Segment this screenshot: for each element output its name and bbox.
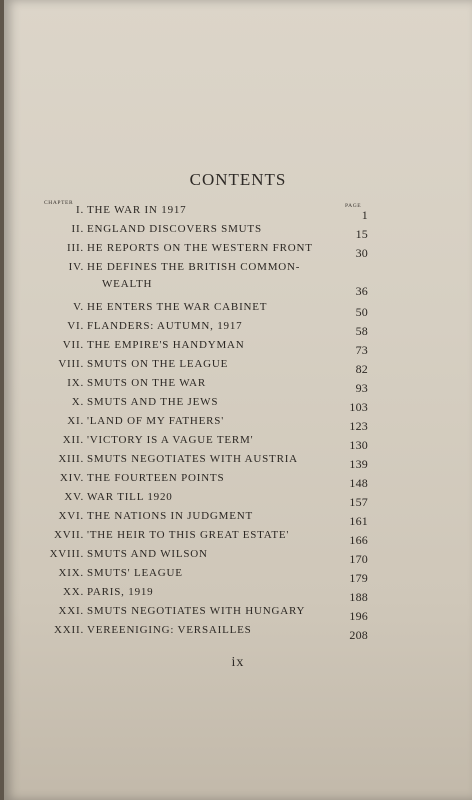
chapter-number: XV. [64,491,84,503]
chapter-number: XIV. [59,472,84,484]
page-number: 170 [349,552,368,566]
table-of-contents [4,204,472,643]
chapter-number: V. [73,301,84,313]
toc-entry [4,223,472,242]
chapter-number: XXII. [54,624,84,636]
chapter-number: II. [71,223,84,235]
chapter-title-continuation: WEALTH [102,278,153,290]
chapter-title: SMUTS AND WILSON [87,548,208,560]
chapter-title: HE ENTERS THE WAR CABINET [87,301,268,313]
toc-entry [4,567,472,586]
page-number: 148 [349,476,368,490]
toc-entry [4,301,472,320]
chapter-title: 'VICTORY IS A VAGUE TERM' [87,434,254,446]
chapter-number: XIX. [58,567,84,579]
chapter-title: SMUTS' LEAGUE [87,567,183,579]
page-number: 179 [349,571,368,585]
chapter-number: XXI. [58,605,84,617]
chapter-title: SMUTS NEGOTIATES WITH AUSTRIA [87,453,298,465]
page-number: 15 [355,227,368,241]
chapter-number: VIII. [58,358,84,370]
chapter-number: XIII. [58,453,84,465]
chapter-number: III. [67,242,84,254]
chapter-title: HE DEFINES THE BRITISH COMMON- [87,261,301,273]
page-number: 196 [349,609,368,623]
page-number: 139 [349,457,368,471]
toc-entry [4,491,472,510]
toc-entry [4,377,472,396]
chapter-title: ENGLAND DISCOVERS SMUTS [87,223,262,235]
page-number: 36 [355,284,368,298]
chapter-column-label: CHAPTER [44,200,74,206]
toc-entry [4,434,472,453]
page-number: 1 [361,208,368,222]
page-column-label: PAGE [345,203,362,209]
chapter-number: VII. [62,339,84,351]
page-number: 93 [355,381,368,395]
chapter-title: SMUTS ON THE LEAGUE [87,358,229,370]
chapter-title: SMUTS ON THE WAR [87,377,207,389]
chapter-title: SMUTS NEGOTIATES WITH HUNGARY [87,605,306,617]
toc-entry [4,548,472,567]
toc-entry [4,472,472,491]
chapter-title: 'LAND OF MY FATHERS' [87,415,225,427]
chapter-title: HE REPORTS ON THE WESTERN FRONT [87,242,313,254]
toc-entry [4,396,472,415]
page-number: 161 [349,514,368,528]
chapter-number: XVII. [54,529,84,541]
chapter-title: SMUTS AND THE JEWS [87,396,219,408]
toc-entry [4,529,472,548]
page-title: CONTENTS [189,170,287,189]
chapter-number: IV. [68,261,84,273]
toc-entry [4,339,472,358]
folio-page-number: ix [231,655,245,670]
chapter-number: X. [71,396,84,408]
toc-entry [4,261,472,301]
page-number: 73 [355,343,368,357]
toc-entry [4,453,472,472]
toc-entry [4,358,472,377]
page-number: 130 [349,438,368,452]
chapter-number: VI. [67,320,84,332]
chapter-number: XII. [62,434,84,446]
chapter-number: XVI. [58,510,84,522]
toc-entry [4,605,472,624]
page-number: 103 [349,400,368,414]
chapter-title: VEREENIGING: VERSAILLES [87,624,252,636]
page-number: 50 [355,305,368,319]
page-number: 58 [355,324,368,338]
page-number: 30 [355,246,368,260]
toc-entry [4,320,472,339]
page-number: 188 [349,590,368,604]
chapter-title: PARIS, 1919 [87,586,154,598]
chapter-title: 'THE HEIR TO THIS GREAT ESTATE' [87,529,290,541]
page-number: 157 [349,495,368,509]
toc-entry [4,204,472,223]
book-page [4,0,472,800]
chapter-number: IX. [67,377,84,389]
page-number: 208 [349,628,368,642]
chapter-number: I. [75,204,84,216]
page-number: 166 [349,533,368,547]
page-number: 123 [349,419,368,433]
chapter-number: XVIII. [49,548,84,560]
chapter-number: XX. [62,586,84,598]
chapter-title: THE EMPIRE'S HANDYMAN [87,339,245,351]
chapter-title: THE FOURTEEN POINTS [87,472,225,484]
toc-entry [4,586,472,605]
toc-entry [4,242,472,261]
chapter-title: FLANDERS: AUTUMN, 1917 [87,320,243,332]
chapter-title: WAR TILL 1920 [87,491,173,503]
toc-entry [4,510,472,529]
chapter-number: XI. [67,415,84,427]
chapter-title: THE WAR IN 1917 [87,204,187,216]
page-number: 82 [355,362,368,376]
chapter-title: THE NATIONS IN JUDGMENT [87,510,253,522]
toc-entry [4,415,472,434]
toc-entry [4,624,472,643]
